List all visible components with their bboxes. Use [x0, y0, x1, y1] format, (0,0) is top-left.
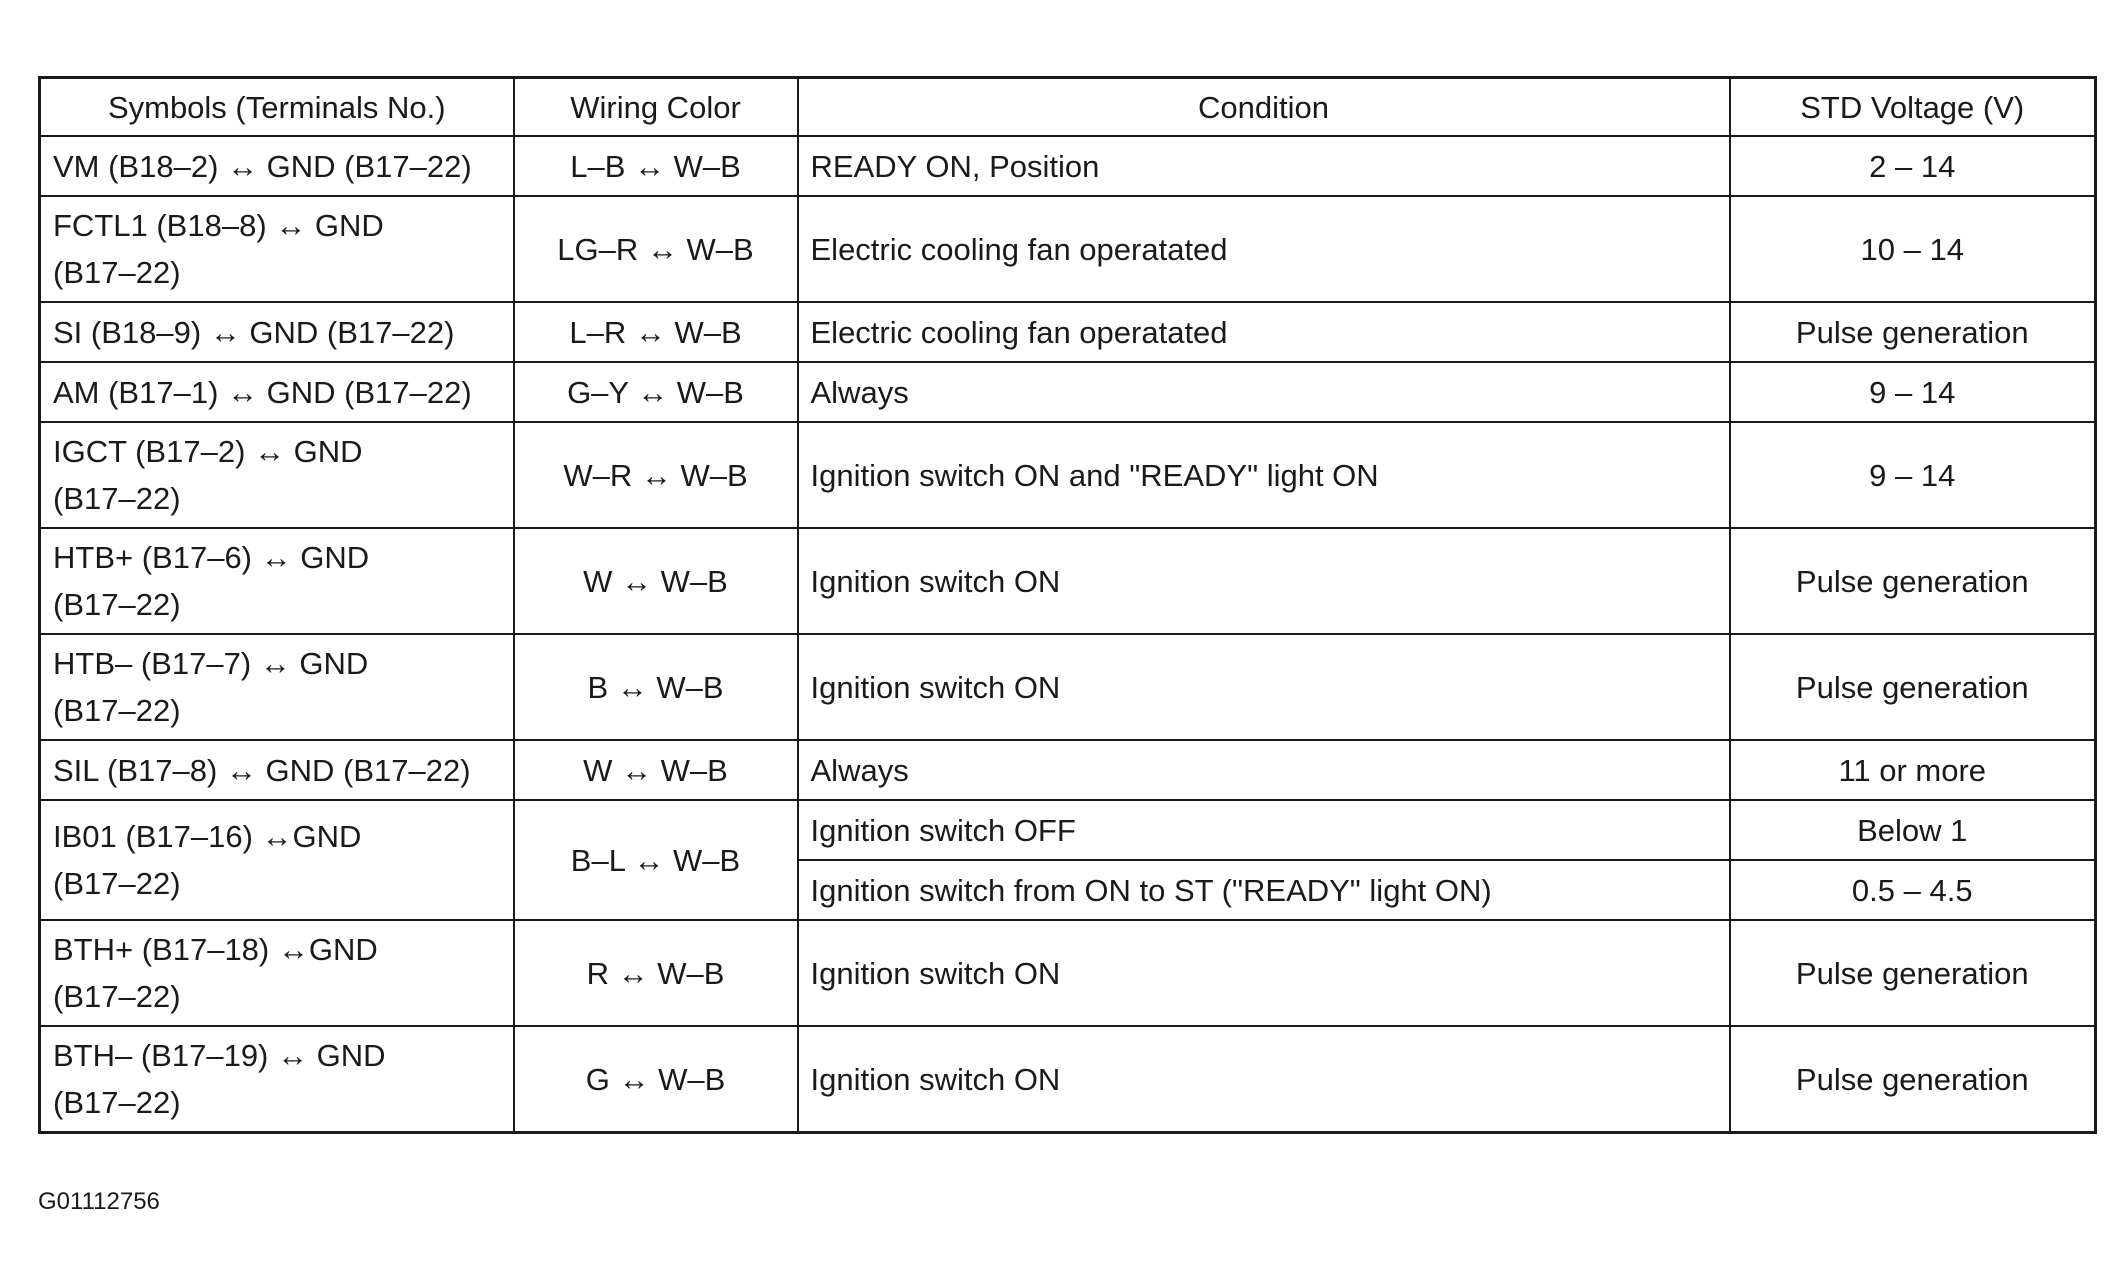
- table-row: [40, 800, 2096, 860]
- condition-cell: Always: [798, 362, 1730, 422]
- table-row: [40, 740, 2096, 800]
- symbols-line: (B17–22): [53, 866, 181, 901]
- header-wiring-color: Wiring Color: [514, 78, 798, 137]
- voltage-cell: Pulse generation: [1730, 302, 2096, 362]
- symbols-cell: [40, 800, 514, 920]
- symbols-line: IB01 (B17–16) ↔GND: [53, 819, 362, 854]
- wiring-color-cell: W ↔ W–B: [514, 740, 798, 800]
- symbols-cell: [40, 634, 514, 740]
- symbols-line: (B17–22): [53, 979, 181, 1014]
- header-symbols: Symbols (Terminals No.): [40, 78, 514, 137]
- voltage-cell: Pulse generation: [1730, 920, 2096, 1026]
- voltage-cell: 2 – 14: [1730, 136, 2096, 196]
- symbols-line: HTB– (B17–7) ↔ GND: [53, 646, 369, 681]
- symbols-cell: [40, 528, 514, 634]
- wiring-color-cell: L–B ↔ W–B: [514, 136, 798, 196]
- symbols-line: (B17–22): [53, 255, 181, 290]
- voltage-cell: Pulse generation: [1730, 634, 2096, 740]
- terminal-voltage-table: [38, 76, 2097, 1134]
- wiring-color-cell: W ↔ W–B: [514, 528, 798, 634]
- condition-cell: Electric cooling fan operatated: [798, 302, 1730, 362]
- voltage-cell: Pulse generation: [1730, 1026, 2096, 1133]
- condition-cell: Ignition switch ON: [798, 1026, 1730, 1133]
- table-row: [40, 362, 2096, 422]
- symbols-line: (B17–22): [53, 481, 181, 516]
- condition-cell: READY ON, Position: [798, 136, 1730, 196]
- symbols-cell: VM (B18–2) ↔ GND (B17–22): [40, 136, 514, 196]
- symbols-cell: SI (B18–9) ↔ GND (B17–22): [40, 302, 514, 362]
- table-header-row: [40, 78, 2096, 137]
- condition-cell: Ignition switch ON: [798, 920, 1730, 1026]
- condition-cell: Ignition switch from ON to ST ("READY" light ON): [798, 860, 1730, 920]
- voltage-cell: 9 – 14: [1730, 422, 2096, 528]
- symbols-line: BTH+ (B17–18) ↔GND: [53, 932, 378, 967]
- symbols-cell: SIL (B17–8) ↔ GND (B17–22): [40, 740, 514, 800]
- wiring-color-cell: R ↔ W–B: [514, 920, 798, 1026]
- table-row: [40, 422, 2096, 528]
- table-row: [40, 302, 2096, 362]
- symbols-line: FCTL1 (B18–8) ↔ GND: [53, 208, 384, 243]
- symbols-line: IGCT (B17–2) ↔ GND: [53, 434, 363, 469]
- table-row: [40, 196, 2096, 302]
- wiring-color-cell: L–R ↔ W–B: [514, 302, 798, 362]
- table-row: [40, 1026, 2096, 1133]
- voltage-cell: Pulse generation: [1730, 528, 2096, 634]
- table-row: [40, 528, 2096, 634]
- table-row: [40, 136, 2096, 196]
- wiring-color-cell: B ↔ W–B: [514, 634, 798, 740]
- wiring-color-cell: LG–R ↔ W–B: [514, 196, 798, 302]
- symbols-line: (B17–22): [53, 693, 181, 728]
- condition-cell: Ignition switch ON: [798, 528, 1730, 634]
- symbols-line: BTH– (B17–19) ↔ GND: [53, 1038, 386, 1073]
- terminal-voltage-sheet: [38, 76, 2094, 1134]
- voltage-cell: 9 – 14: [1730, 362, 2096, 422]
- symbols-cell: [40, 422, 514, 528]
- wiring-color-cell: B–L ↔ W–B: [514, 800, 798, 920]
- condition-cell: Ignition switch ON: [798, 634, 1730, 740]
- voltage-cell: Below 1: [1730, 800, 2096, 860]
- wiring-color-cell: W–R ↔ W–B: [514, 422, 798, 528]
- figure-id: G01112756: [38, 1188, 160, 1215]
- wiring-color-cell: G ↔ W–B: [514, 1026, 798, 1133]
- symbols-line: (B17–22): [53, 1085, 181, 1120]
- header-condition: Condition: [798, 78, 1730, 137]
- table-row: [40, 634, 2096, 740]
- symbols-cell: [40, 920, 514, 1026]
- voltage-cell: 11 or more: [1730, 740, 2096, 800]
- condition-cell: Ignition switch ON and "READY" light ON: [798, 422, 1730, 528]
- symbols-cell: [40, 196, 514, 302]
- symbols-cell: AM (B17–1) ↔ GND (B17–22): [40, 362, 514, 422]
- condition-cell: Ignition switch OFF: [798, 800, 1730, 860]
- wiring-color-cell: G–Y ↔ W–B: [514, 362, 798, 422]
- table-row: [40, 920, 2096, 1026]
- condition-cell: Electric cooling fan operatated: [798, 196, 1730, 302]
- voltage-cell: 0.5 – 4.5: [1730, 860, 2096, 920]
- symbols-line: HTB+ (B17–6) ↔ GND: [53, 540, 370, 575]
- symbols-line: (B17–22): [53, 587, 181, 622]
- condition-cell: Always: [798, 740, 1730, 800]
- header-std-voltage: STD Voltage (V): [1730, 78, 2096, 137]
- voltage-cell: 10 – 14: [1730, 196, 2096, 302]
- symbols-cell: [40, 1026, 514, 1133]
